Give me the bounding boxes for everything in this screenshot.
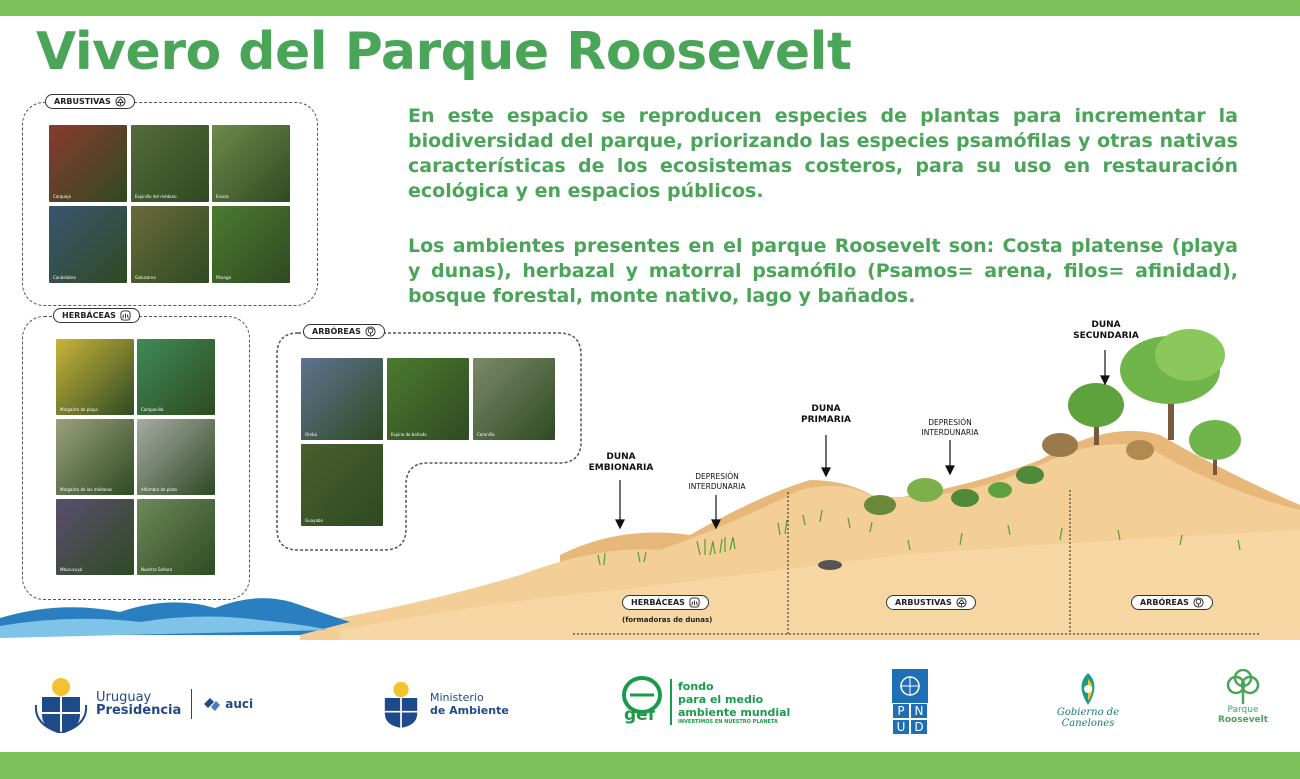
parque-tree-icon xyxy=(1222,669,1264,705)
shrub-icon xyxy=(956,597,967,608)
uruguay-shield-icon xyxy=(378,675,424,733)
parque-line2: Roosevelt xyxy=(1217,715,1269,725)
plant-photo-caption: Gatuzarna xyxy=(135,275,156,280)
plant-photo-caption: Carqueja xyxy=(53,194,71,199)
logo-parque-roosevelt xyxy=(1218,669,1268,725)
top-band xyxy=(0,0,1300,16)
grass-icon xyxy=(689,597,700,608)
zone-herbaceas: HERBÁCEAS xyxy=(622,595,709,610)
canelones-line2: Canelones xyxy=(1061,718,1115,729)
plant-photo-caption: Envira xyxy=(216,194,229,199)
plant-photo-caption: Mburucuyá xyxy=(60,567,83,572)
plant-photo-caption: Guayabo xyxy=(305,518,323,523)
logo-presidencia xyxy=(34,675,253,733)
plant-photo-caption: Campanilla xyxy=(141,407,164,412)
logo-strip xyxy=(0,655,1300,750)
pnud-letter: N xyxy=(910,703,928,719)
plant-photo-caption: Candelabro xyxy=(53,275,76,280)
label-duna-secundaria: DUNA SECUNDARIA xyxy=(1073,320,1139,341)
plant-photo-caption: Margarita de los médanos xyxy=(60,487,113,492)
auci-mark-icon xyxy=(202,695,222,713)
logo-pnud xyxy=(892,669,928,735)
plant-photo-caption: Margarita de playa xyxy=(60,407,98,412)
gef-line2: para el medio xyxy=(678,692,764,706)
plant-photo xyxy=(49,125,127,202)
zone-herbaceas-sub: (formadoras de dunas) xyxy=(622,616,713,624)
canelones-leaf-icon xyxy=(1071,671,1105,707)
herbaceas-label: HERBÁCEAS xyxy=(53,308,140,323)
arbustivas-label: ARBUSTIVAS xyxy=(45,94,135,109)
ministerio-line1: Ministerio xyxy=(430,691,484,704)
label-depresion-1: DEPRESIÓN INTERDUNARIA xyxy=(688,472,746,491)
label-duna-embrionaria: DUNA EMBIONARIA xyxy=(588,452,654,473)
plant-photo-caption: Espinillo del médano xyxy=(135,194,177,199)
plant-photo-caption: Nuestra Señora xyxy=(141,567,173,572)
shrub-icon xyxy=(115,96,126,107)
label-depresion-2: DEPRESIÓN INTERDUNARIA xyxy=(921,418,979,437)
label-duna-primaria: DUNA PRIMARIA xyxy=(800,404,852,425)
plant-photo-caption: Pitanga xyxy=(216,275,231,280)
plant-photo-caption: Coronilla xyxy=(477,432,495,437)
logo-canelones xyxy=(1055,671,1121,729)
plant-photo-caption: Ombú xyxy=(305,432,318,437)
intro-paragraph-2: Los ambientes presentes en el parque Roosevelt son: Costa platense (playa y dunas), herbazal y matorral psamófilo (Psamos= arena, filos= afinidad), bosque forestal, monte nativo, lago y bañados. xyxy=(408,235,1238,307)
un-emblem-icon xyxy=(898,674,922,698)
tree-icon xyxy=(1193,597,1204,608)
ministerio-line2: de Ambiente xyxy=(430,704,509,717)
presidencia-line2: Presidencia xyxy=(96,703,182,718)
intro-paragraph-1: En este espacio se reproducen especies de plantas para incrementar la biodiversidad del parque, priorizando las especies psamófilas y otras nativas características de los ecosistemas costeros, para su uso en restauración ecológica y en espacios públicos. xyxy=(408,105,1238,202)
page-title: Vivero del Parque Roosevelt xyxy=(36,22,852,82)
plant-photo xyxy=(212,206,290,283)
plant-photo xyxy=(131,206,209,283)
auci-text: auci xyxy=(225,696,254,711)
gef-line1: fondo xyxy=(678,679,714,693)
plant-photo-caption: Espina de bañado xyxy=(391,432,427,437)
gef-mark: gef xyxy=(624,705,656,725)
pnud-letter: D xyxy=(910,719,928,735)
plant-photo xyxy=(131,125,209,202)
arboreas-label: ARBÓREAS xyxy=(303,324,385,339)
gef-line3: ambiente mundial xyxy=(678,705,791,719)
plant-photo-caption: Alfombra de plata xyxy=(141,487,177,492)
trees xyxy=(1042,329,1241,475)
pnud-letter: P xyxy=(892,703,910,719)
logo-ministerio xyxy=(378,675,509,733)
bottom-band xyxy=(0,752,1300,779)
logo-gef xyxy=(620,675,790,729)
gef-line4: INVERTIMOS EN NUESTRO PLANETA xyxy=(678,718,778,725)
canelones-line1: Gobierno de xyxy=(1056,707,1120,718)
pnud-letter: U xyxy=(892,719,910,735)
uruguay-shield-icon xyxy=(34,675,88,733)
plant-photo xyxy=(212,125,290,202)
presidencia-line1: Uruguay xyxy=(96,690,152,705)
plant-photo xyxy=(49,206,127,283)
parque-line1: Parque xyxy=(1227,705,1259,715)
zone-arboreas: ARBÓREAS xyxy=(1131,595,1213,610)
zone-arbustivas: ARBUSTIVAS xyxy=(886,595,976,610)
